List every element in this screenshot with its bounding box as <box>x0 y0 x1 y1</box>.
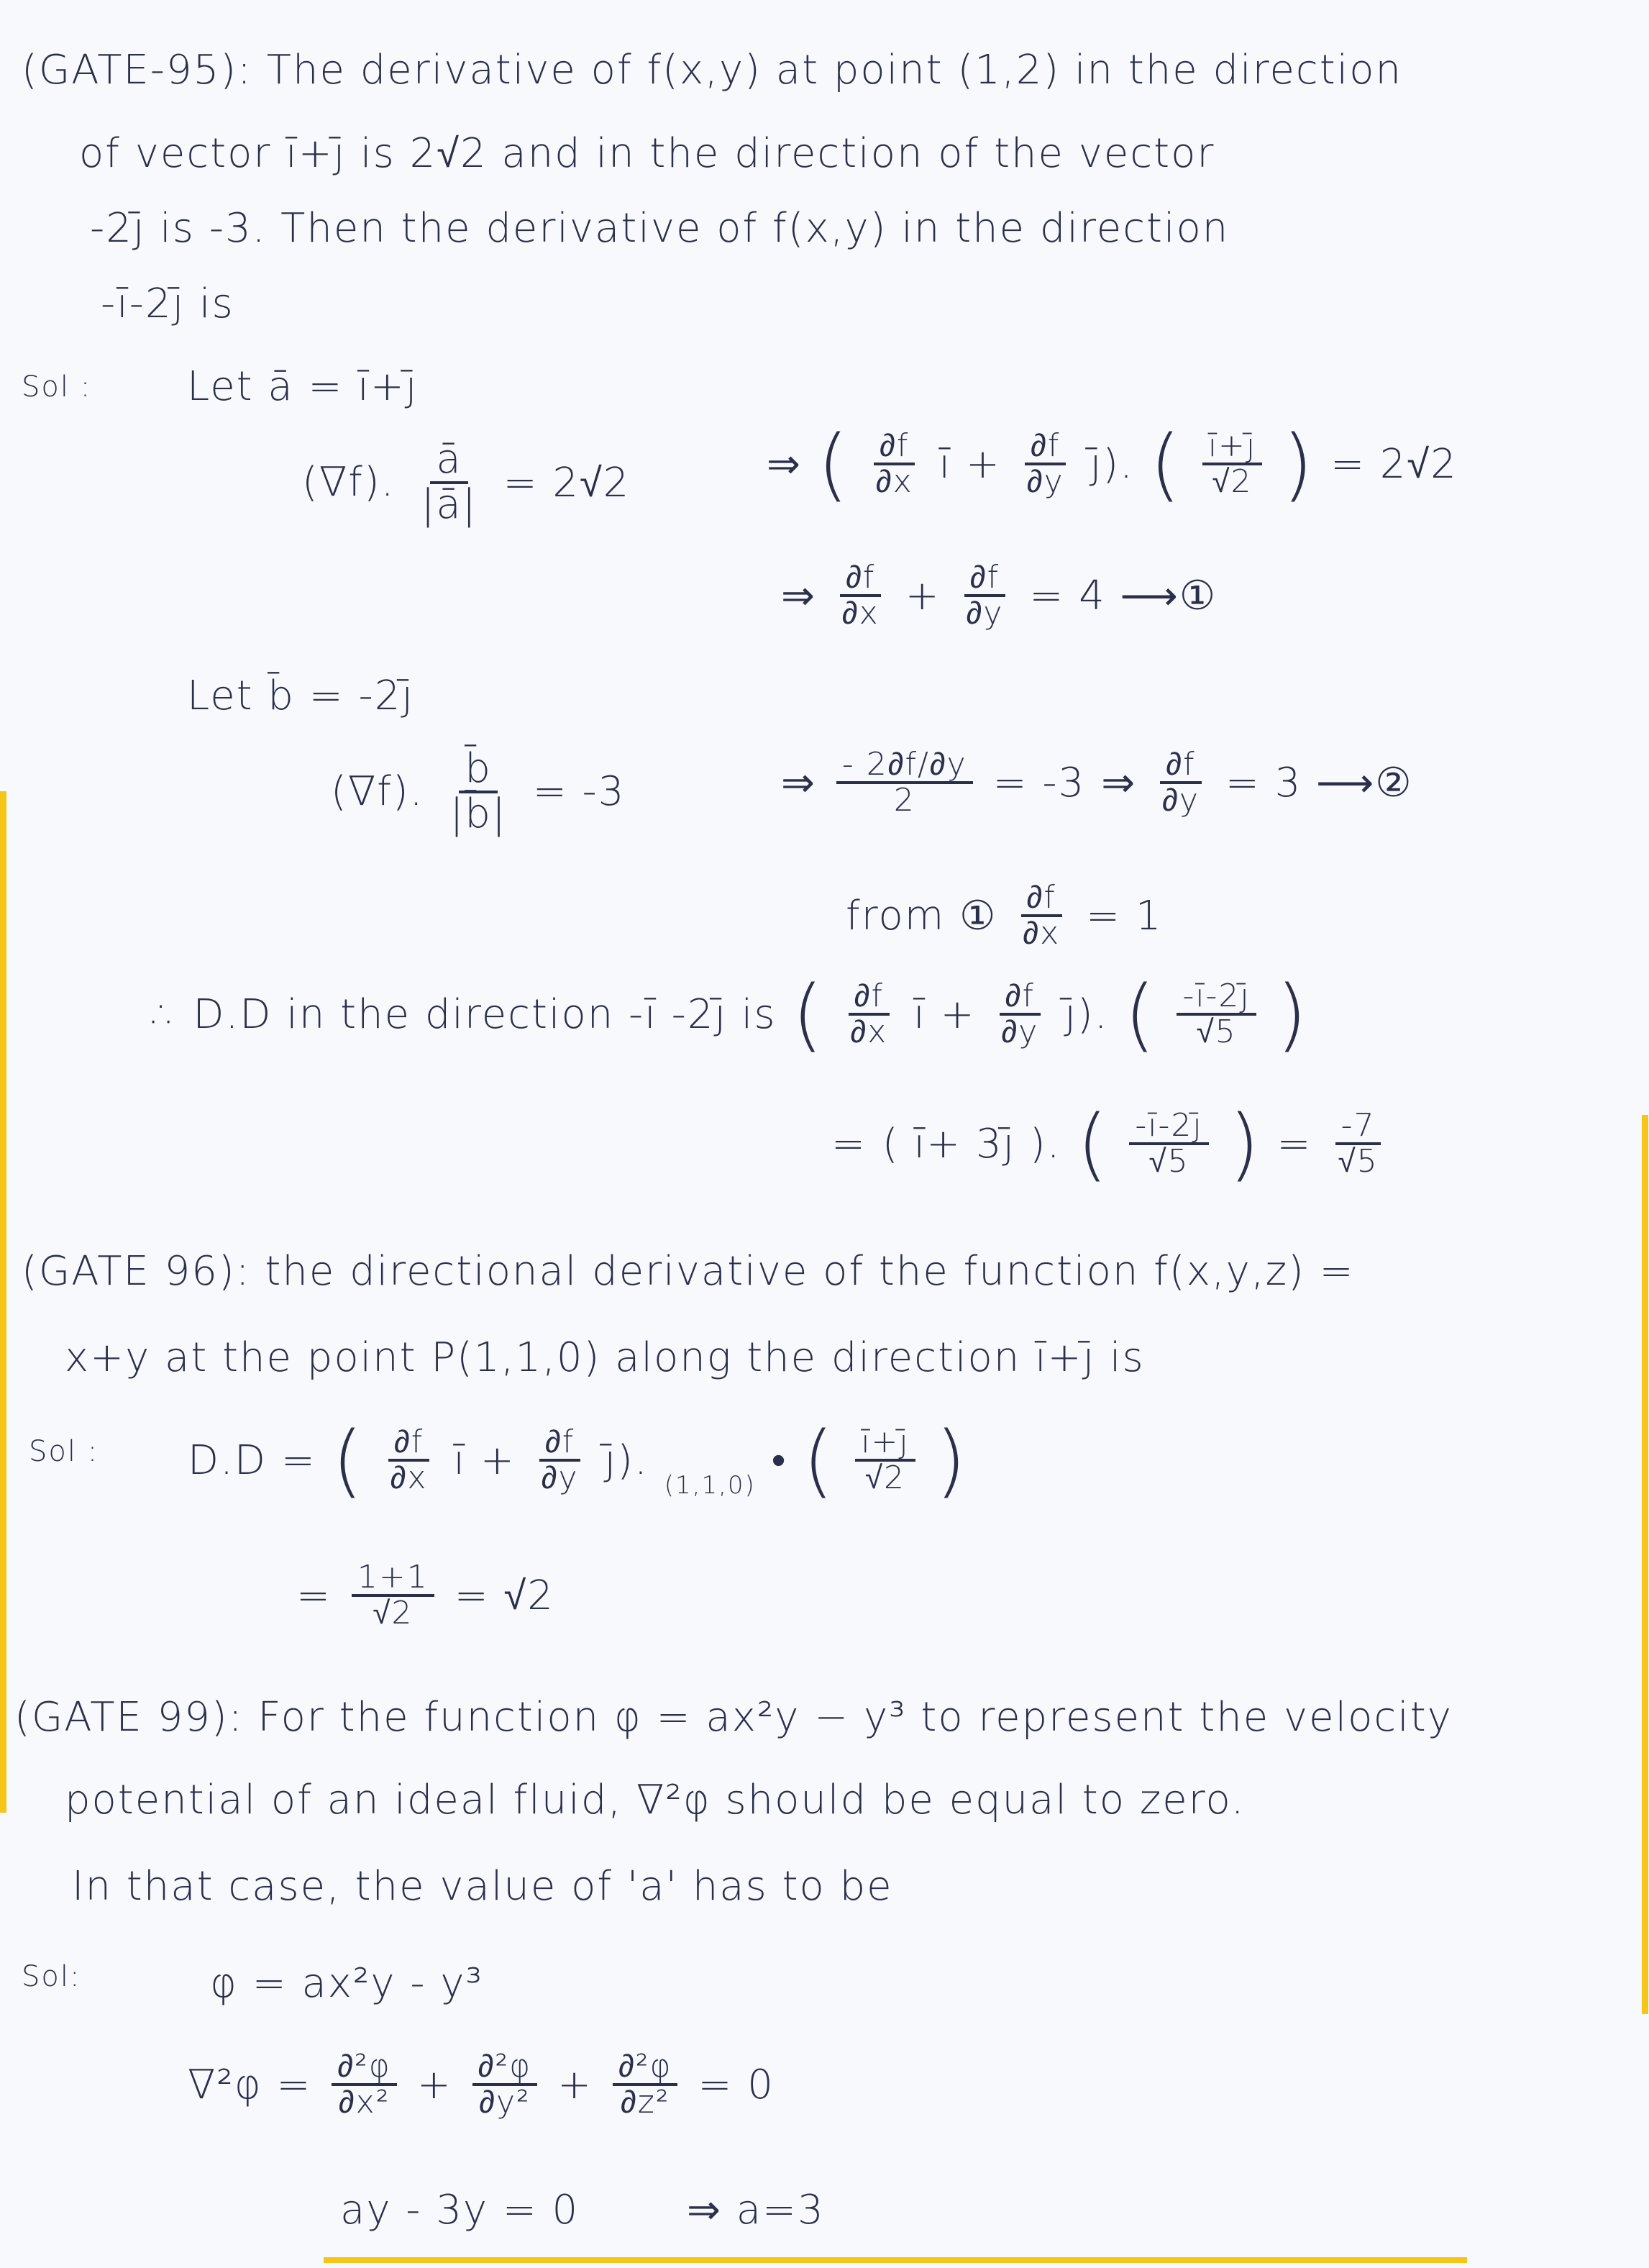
df-dy <box>536 1423 585 1496</box>
implies: ⇒ <box>1101 759 1137 806</box>
q95-line1: (GATE-95): The derivative of f(x,y) at point (1,2) in the direction <box>22 47 1402 94</box>
df-dx <box>385 1423 434 1496</box>
grad-f: (∇f). <box>331 768 424 816</box>
dd-result <box>831 1098 1389 1190</box>
i-plus: ī + <box>938 440 1001 488</box>
denominator: ∂y <box>1001 1014 1039 1050</box>
denominator: ∂y <box>1162 782 1200 819</box>
denominator: ∂z² <box>621 2084 670 2121</box>
q95-sol-label: Sol : <box>22 370 92 404</box>
dd-equals: D.D = <box>188 1436 316 1484</box>
numerator: ∂²φ <box>613 2050 677 2086</box>
denominator: √2 <box>1212 463 1253 500</box>
denominator: ∂y <box>966 595 1004 632</box>
laplacian-phi: ∇²φ = <box>188 2061 312 2108</box>
paren: ( <box>792 968 825 1060</box>
from-1-label: from ① <box>846 892 997 939</box>
paren: ) <box>935 1414 968 1506</box>
final-answer: ⇒ a=3 <box>687 2187 825 2233</box>
denominator: ∂x <box>875 463 913 500</box>
d2phi-dx2 <box>332 2050 396 2119</box>
numerator: ∂f <box>1160 748 1201 784</box>
highlight-bar-right <box>1642 1115 1648 2014</box>
q99-line2: potential of an ideal fluid, ∇²φ should be equal to zero. <box>65 1777 1246 1823</box>
denominator: ∂x <box>1023 915 1061 952</box>
evaluation-point: (1,1,0) <box>664 1471 756 1500</box>
numerator: ∂f <box>1021 881 1062 917</box>
denominator: ∂x² <box>338 2084 390 2121</box>
equals-root2: = √2 <box>454 1572 554 1620</box>
j-close: j̄). <box>604 1436 649 1484</box>
paren: ( <box>817 418 850 510</box>
denominator: ∂y <box>541 1459 579 1496</box>
highlight-bar-bottom <box>324 2257 1467 2263</box>
implies: ⇒ <box>767 440 802 488</box>
plus: + <box>557 2061 593 2108</box>
implies: ⇒ <box>781 572 816 619</box>
equals-2root2: = 2√2 <box>503 459 631 506</box>
dd-direction-text: ∴ D.D in the direction -ī -2j̄ is <box>152 990 777 1038</box>
paren: ( <box>1077 1098 1110 1190</box>
numerator: ∂f <box>840 561 881 597</box>
denominator: √5 <box>1338 1143 1379 1180</box>
j-close: j̄). <box>1064 990 1109 1038</box>
minus7-over-root5 <box>1332 1106 1384 1180</box>
denominator: √2 <box>864 1459 906 1496</box>
numerator: - 2∂f/∂y <box>836 748 973 784</box>
numerator: ∂²φ <box>472 2050 537 2086</box>
paren: ( <box>803 1414 836 1506</box>
d2phi-dz2 <box>613 2050 677 2119</box>
phi-definition: φ = ax²y - y³ <box>210 1960 483 2007</box>
grad-dot-a <box>302 436 631 528</box>
grad-f: (∇f). <box>302 459 396 506</box>
df-dy <box>1156 748 1205 817</box>
df-dx <box>870 429 919 498</box>
paren: ( <box>1124 968 1157 1060</box>
equals-0: = 0 <box>698 2061 775 2108</box>
two-over-root2 <box>352 1561 434 1630</box>
final-equation: ay - 3y = 0 <box>340 2187 580 2233</box>
equals-minus3: = -3 <box>532 768 626 816</box>
denominator: ∂x <box>390 1459 428 1496</box>
dir-over-root5 <box>1177 977 1256 1050</box>
df-dx <box>1017 881 1066 950</box>
paren: ) <box>1228 1098 1261 1190</box>
plus: + <box>905 572 941 619</box>
equals-3: = 3 ⟶② <box>1225 759 1413 806</box>
denominator: ∂y² <box>479 2084 531 2121</box>
equals-minus3: = -3 <box>992 759 1086 806</box>
numerator: ∂f <box>964 561 1005 597</box>
denominator: √5 <box>1196 1014 1237 1050</box>
equals: = <box>296 1572 332 1619</box>
denominator: |b̄| <box>449 790 507 837</box>
q95-line4: -ī-2j̄ is <box>101 281 234 327</box>
d2phi-dy2 <box>472 2050 537 2119</box>
paren: ( <box>332 1414 365 1506</box>
numerator: 1+1 <box>352 1561 434 1597</box>
q95-line2: of vector ī+j̄ is 2√2 and in the direction of the vector <box>79 130 1215 177</box>
q95-line3: -2j̄ is -3. Then the derivative of f(x,y) in the direction <box>90 205 1230 252</box>
paren: ( <box>1149 418 1182 510</box>
i-plus: ī + <box>913 990 976 1038</box>
laplacian <box>188 2050 775 2119</box>
plus: + <box>416 2061 452 2108</box>
q96-sol-label: Sol : <box>29 1435 99 1468</box>
numerator: ∂f <box>874 429 915 465</box>
i-plus-3j: ( ī+ 3j̄ ). <box>882 1120 1061 1167</box>
b-over-abs-b <box>444 745 513 837</box>
equals-2root2: = 2√2 <box>1330 441 1458 488</box>
numerator: -7 <box>1335 1109 1381 1145</box>
df-dy <box>961 561 1010 630</box>
highlight-bar-left <box>0 791 6 1813</box>
df-dy <box>1021 429 1070 498</box>
dir-over-root5 <box>1129 1106 1208 1180</box>
numerator: ∂f <box>1000 980 1041 1016</box>
df-dx <box>844 977 893 1050</box>
i-plus-j-over-root2 <box>855 1423 915 1496</box>
dot: • <box>771 1437 787 1484</box>
q96-line2: x+y at the point P(1,1,0) along the direction ī+j̄ is <box>65 1334 1145 1381</box>
numerator: ∂f <box>539 1426 580 1462</box>
q96-result <box>296 1561 554 1630</box>
q96-dd <box>188 1414 968 1506</box>
m2-dfdy-over-2 <box>836 748 973 817</box>
denominator: ∂x <box>850 1014 888 1050</box>
expanded-grad-dot-a <box>767 418 1458 510</box>
denominator: ∂y <box>1026 463 1064 500</box>
numerator: ∂f <box>1025 429 1066 465</box>
denominator: ∂x <box>841 595 880 632</box>
eq-2 <box>781 748 1413 817</box>
equals-1: = 1 <box>1086 892 1163 939</box>
denominator: √2 <box>373 1595 414 1632</box>
denominator: |ā| <box>421 481 478 528</box>
grad-dot-b <box>331 745 626 837</box>
numerator: ī+j̄ <box>1202 429 1262 465</box>
equals: = <box>831 1120 867 1167</box>
i-plus-j-over-root2 <box>1202 429 1262 498</box>
denominator: √5 <box>1148 1143 1189 1180</box>
equals: = <box>1276 1120 1312 1167</box>
numerator: -ī-2j̄ <box>1177 980 1256 1016</box>
equals-4: = 4 ⟶① <box>1029 572 1218 619</box>
let-b: Let b̄ = -2j̄ <box>187 673 414 719</box>
numerator: ā <box>430 439 467 484</box>
let-a: Let ā = ī+j̄ <box>187 363 419 410</box>
dd-direction <box>152 968 1309 1060</box>
numerator: ∂²φ <box>332 2050 396 2086</box>
implies: ⇒ <box>781 759 816 806</box>
from-1 <box>846 881 1162 950</box>
q99-line1: (GATE 99): For the function φ = ax²y − y³ to represent the velocity <box>14 1694 1453 1741</box>
denominator: 2 <box>893 782 915 819</box>
q96-line1: (GATE 96): the directional derivative of the function f(x,y,z) = <box>22 1248 1355 1295</box>
q99-sol-label: Sol: <box>22 1960 81 1993</box>
df-dx <box>836 561 885 630</box>
df-dy <box>996 977 1045 1050</box>
paren: ) <box>1282 418 1315 510</box>
eq-1 <box>781 561 1217 630</box>
q99-line3: In that case, the value of 'a' has to be <box>72 1863 893 1910</box>
j-close: j̄). <box>1090 440 1134 488</box>
paren: ) <box>1276 968 1309 1060</box>
numerator: b̄ <box>459 748 498 793</box>
numerator: ∂f <box>849 980 890 1016</box>
numerator: -ī-2j̄ <box>1129 1109 1208 1145</box>
i-plus: ī + <box>453 1436 516 1484</box>
a-over-abs-a <box>416 436 483 528</box>
numerator: ∂f <box>388 1426 429 1462</box>
numerator: ī+j̄ <box>855 1426 915 1462</box>
